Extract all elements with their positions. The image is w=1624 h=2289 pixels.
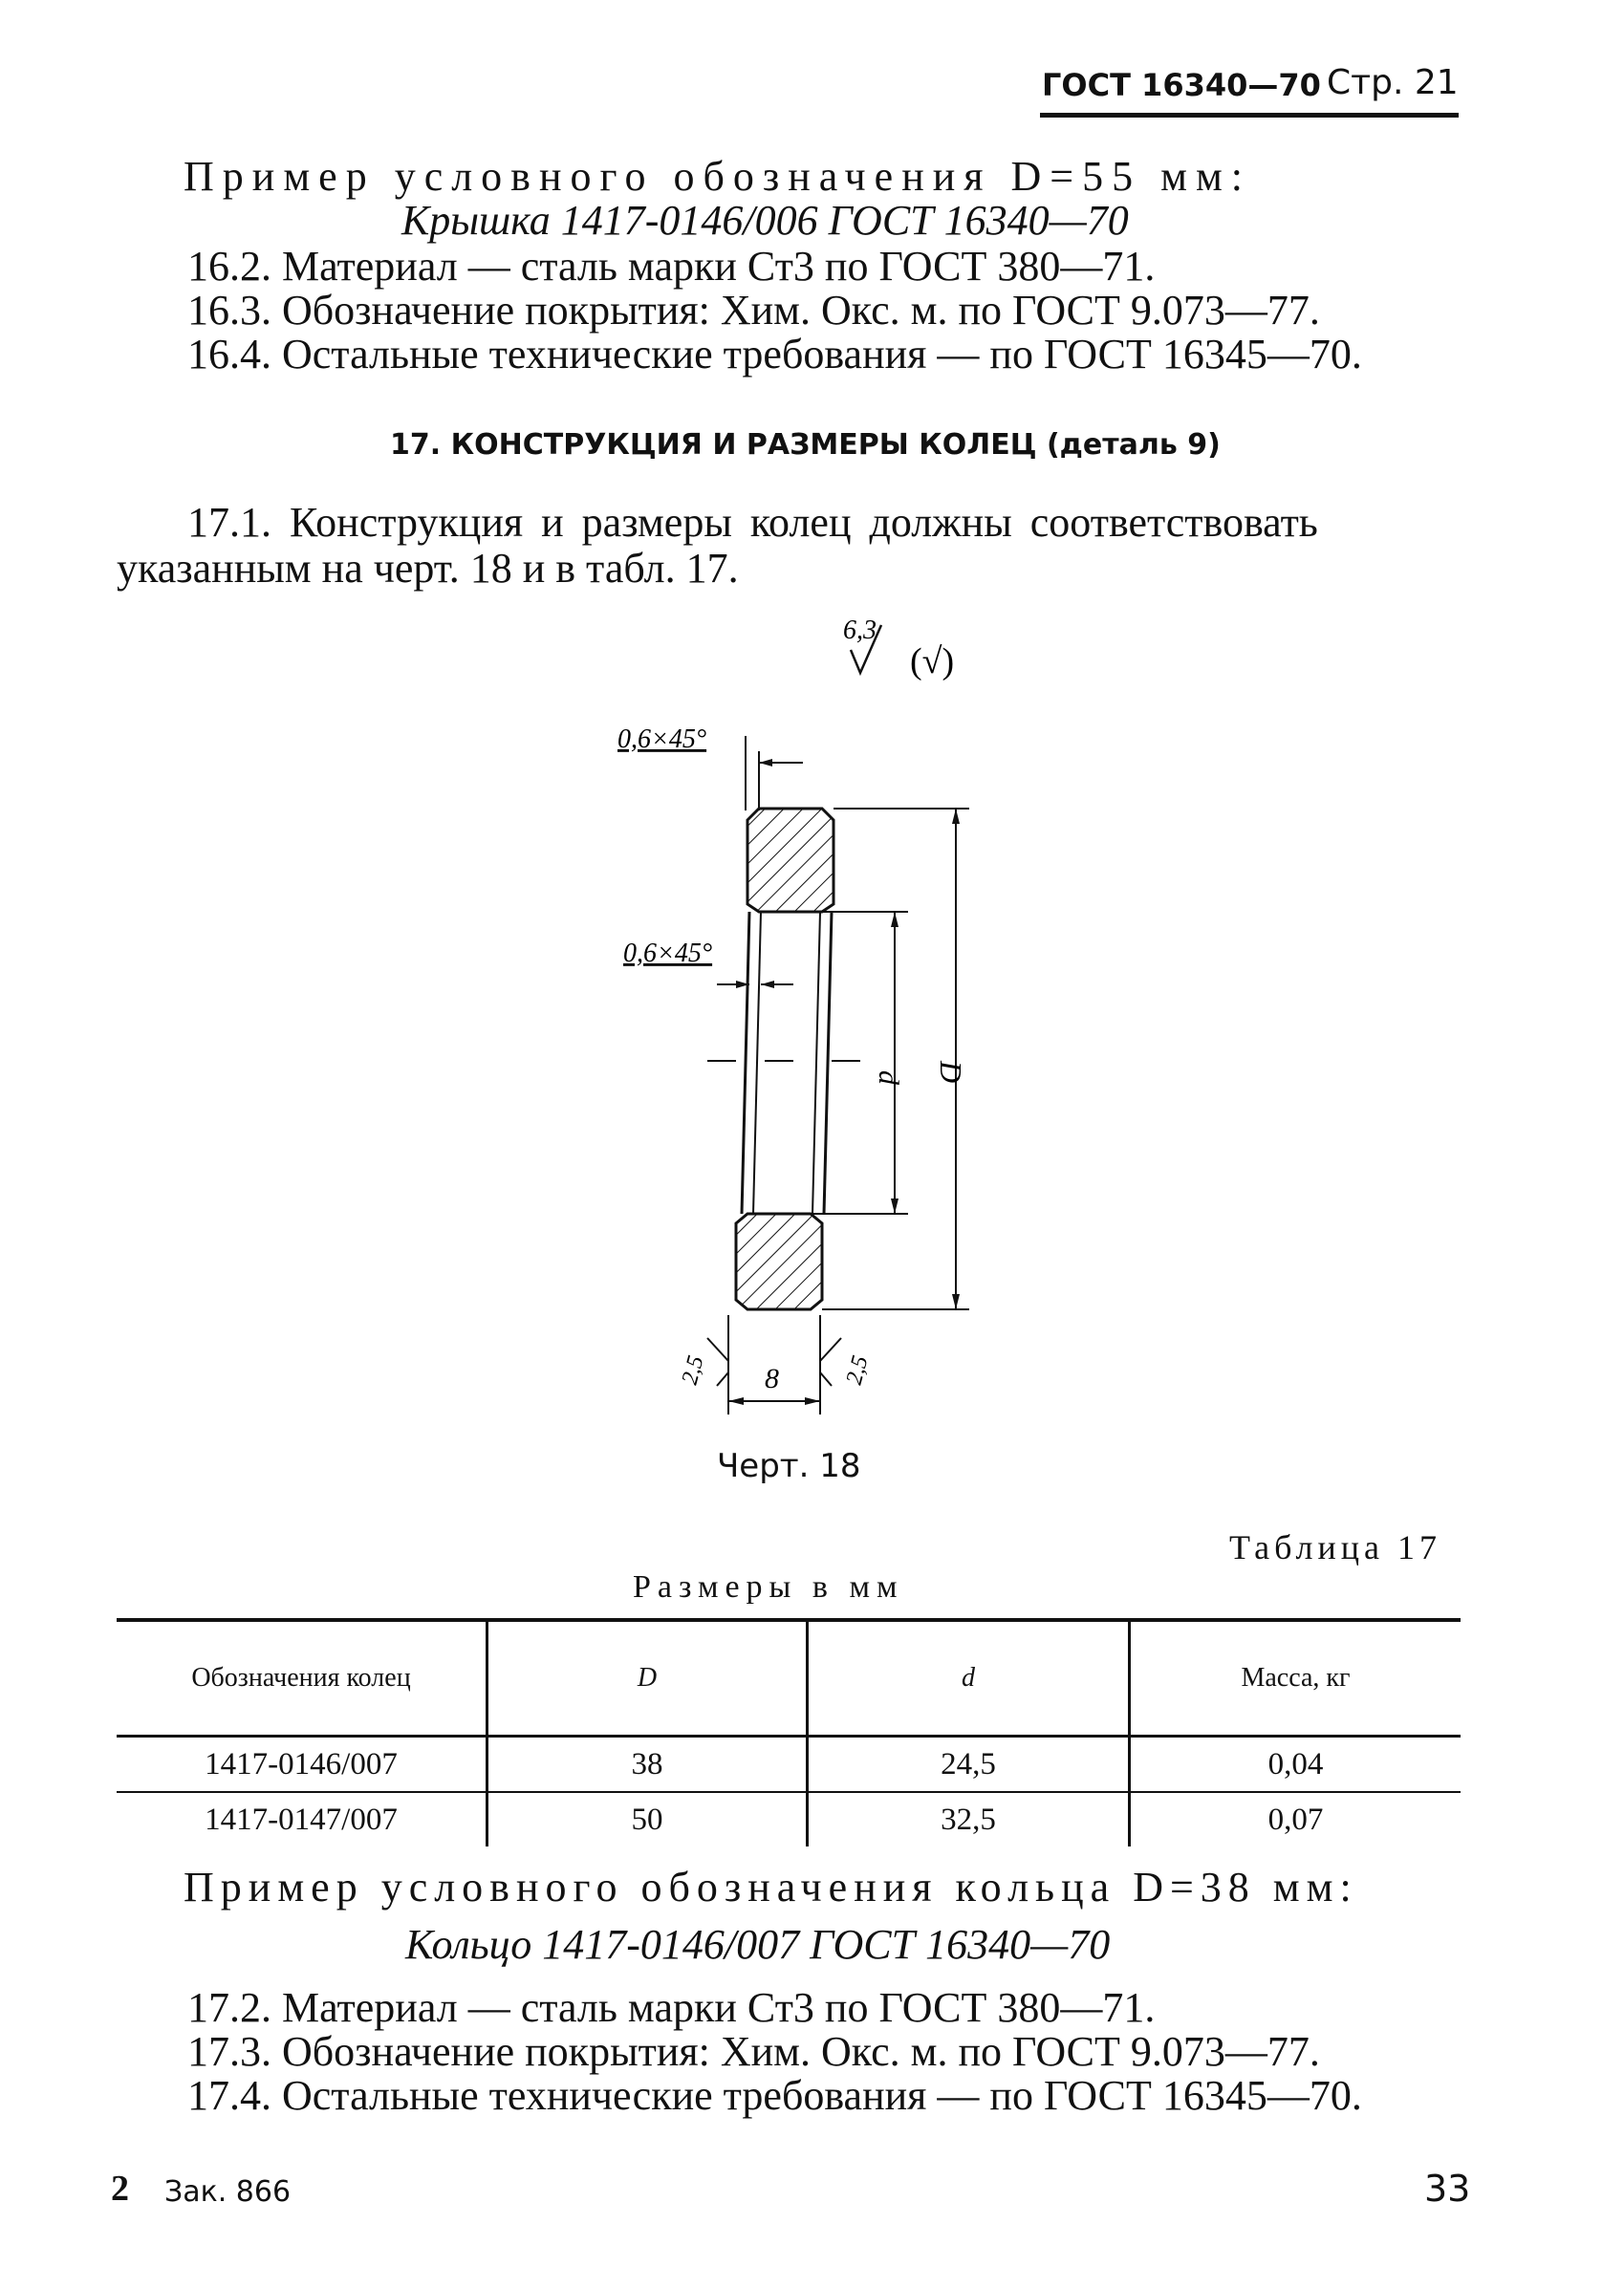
table-cell: 32,5 xyxy=(808,1792,1130,1846)
footer-sheet-number: 2 xyxy=(111,2169,129,2209)
example-line-16: Пример условного обозначения D=55 мм: xyxy=(184,153,1252,200)
para-17-1-line1: 17.1. Конструкция и размеры колец должны соответствовать xyxy=(187,499,1318,546)
angle-left-label: 2,5 xyxy=(677,1352,709,1388)
ring-drawing xyxy=(574,602,1004,1481)
table-cell: 1417-0146/007 xyxy=(117,1737,487,1793)
angle-right-label: 2,5 xyxy=(841,1352,874,1388)
example-designation-17: Кольцо 1417-0146/007 ГОСТ 16340—70 xyxy=(405,1921,1111,1968)
table-units: Размеры в мм xyxy=(633,1569,904,1605)
roughness-value: 6,3 xyxy=(843,615,877,645)
dimensions-table xyxy=(117,1618,1461,1846)
item-16-2: 16.2. Материал — сталь марки Ст3 по ГОСТ 380—71. xyxy=(187,243,1156,290)
para-17-1-line2: указанным на черт. 18 и в табл. 17. xyxy=(117,545,739,592)
dim-width-label: 8 xyxy=(765,1363,779,1394)
dim-d-label: d xyxy=(873,1070,904,1085)
footer-page-number: 33 xyxy=(1424,2168,1471,2210)
table-row xyxy=(117,1737,1461,1793)
item-17-2: 17.2. Материал — сталь марки Ст3 по ГОСТ 380—71. xyxy=(187,1984,1156,2031)
table-header-row xyxy=(117,1620,1461,1737)
ring-section-bottom xyxy=(736,1214,822,1309)
chamfer-mid-label: 0,6×45° xyxy=(623,939,713,968)
col-header-d: d xyxy=(808,1620,1130,1737)
table-cell: 0,04 xyxy=(1130,1737,1462,1793)
col-header-mass: Масса, кг xyxy=(1130,1620,1462,1737)
item-17-4: 17.4. Остальные технические требования — по ГОСТ 16345—70. xyxy=(187,2072,1362,2119)
roughness-bracket: (√) xyxy=(910,641,955,681)
table-cell: 38 xyxy=(487,1737,808,1793)
section-17-heading: 17. КОНСТРУКЦИЯ И РАЗМЕРЫ КОЛЕЦ (деталь 9) xyxy=(390,428,1221,462)
dim-D-label: D xyxy=(934,1061,968,1084)
header-page-ref: Стр. 21 xyxy=(1327,63,1459,102)
header-standard: ГОСТ 16340—70 xyxy=(1042,67,1321,103)
example-designation-16: Крышка 1417-0146/006 ГОСТ 16340—70 xyxy=(401,197,1129,244)
header-rule xyxy=(1040,113,1459,118)
table-row xyxy=(117,1792,1461,1846)
example-line-17: Пример условного обозначения кольца D=38 мм: xyxy=(184,1864,1358,1911)
footer-order: Зак. 866 xyxy=(164,2175,292,2209)
ring-section-top xyxy=(747,809,834,912)
item-17-3: 17.3. Обозначение покрытия: Хим. Окс. м. по ГОСТ 9.073—77. xyxy=(187,2028,1320,2075)
drawing-caption: Черт. 18 xyxy=(717,1447,861,1485)
col-header-designation: Обозначения колец xyxy=(117,1620,487,1737)
item-16-3: 16.3. Обозначение покрытия: Хим. Окс. м. по ГОСТ 9.073—77. xyxy=(187,287,1320,334)
item-16-4: 16.4. Остальные технические требования — по ГОСТ 16345—70. xyxy=(187,331,1362,378)
table-cell: 1417-0147/007 xyxy=(205,1802,398,1837)
chamfer-top-label: 0,6×45° xyxy=(617,724,707,754)
table-cell: 0,07 xyxy=(1130,1792,1462,1846)
table-label: Таблица 17 xyxy=(1229,1528,1441,1566)
col-header-D: D xyxy=(487,1620,808,1737)
table-cell: 50 xyxy=(487,1792,808,1846)
table-cell: 24,5 xyxy=(808,1737,1130,1793)
